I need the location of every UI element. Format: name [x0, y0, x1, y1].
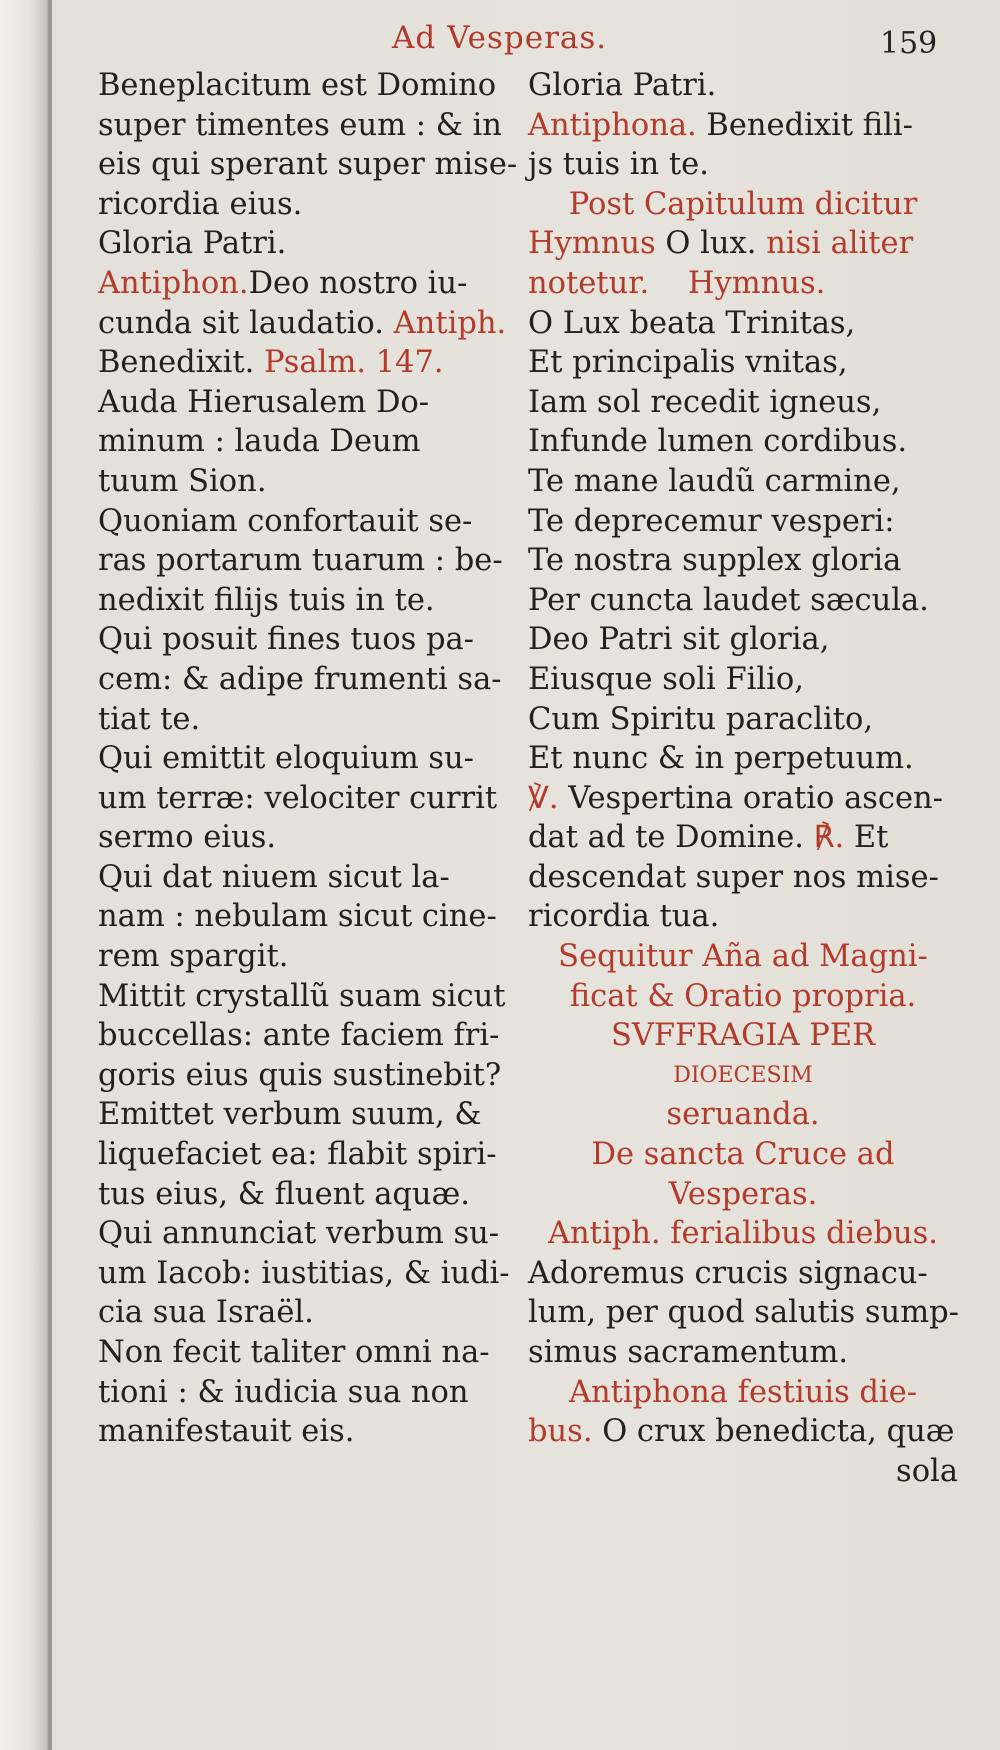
rubric-text: Psalm. 147.: [264, 345, 444, 381]
verse-text: descendat super nos mise-: [528, 859, 939, 895]
verse-text: cunda sit laudatio.: [98, 305, 394, 341]
rubric-text: Antiphon.: [98, 265, 249, 301]
right-column-line: [528, 422, 958, 462]
verse-text: Qui annunciat verbum su-: [98, 1216, 500, 1252]
verse-text: buccellas: ante faciem fri-: [98, 1018, 500, 1054]
left-column-line: [98, 620, 518, 660]
page-number: 159: [880, 26, 938, 61]
right-column-line: [528, 897, 958, 937]
right-column-line: [528, 185, 958, 225]
rubric-heading: seruanda.: [666, 1097, 820, 1133]
rubric-heading: SVFFRAGIA PER: [610, 1018, 876, 1054]
verse-text: Emittet verbum suum, &: [98, 1097, 482, 1133]
left-column-line: [98, 818, 518, 858]
right-column-line: [528, 264, 958, 304]
rubric-heading: Post Capitulum dicitur: [568, 186, 918, 222]
verse-text: um Iacob: iustitias, & iudi-: [98, 1255, 510, 1291]
right-column-line: [528, 224, 958, 264]
right-column-line: [528, 620, 958, 660]
verse-text: goris eius quis sustinebit?: [98, 1057, 502, 1093]
right-column-line: [528, 1056, 958, 1096]
left-column-line: [98, 304, 518, 344]
running-title: Ad Vesperas.: [392, 20, 608, 56]
left-column-line: [98, 106, 518, 146]
left-column-line: [98, 145, 518, 185]
right-column-line: [528, 66, 958, 106]
verse-text: Iam sol recedit igneus,: [528, 384, 882, 420]
rubric-heading: notetur. Hymnus.: [528, 265, 826, 301]
right-column-line: [528, 304, 958, 344]
left-column-line: [98, 700, 518, 740]
rubric-text: ℣.: [528, 780, 559, 816]
right-column-line: [528, 779, 958, 819]
left-column-line: [98, 462, 518, 502]
right-column-line: [528, 1095, 958, 1135]
verse-text: O crux benedicta, quæ: [592, 1414, 955, 1450]
verse-text: Deo nostro iu-: [248, 265, 468, 301]
right-column-line: [528, 1175, 958, 1215]
left-column-line: [98, 1373, 518, 1413]
left-column-line: [98, 422, 518, 462]
left-column-line: [98, 858, 518, 898]
right-column: [528, 66, 958, 1491]
left-column-line: [98, 383, 518, 423]
right-column-line: [528, 145, 958, 185]
left-column-line: [98, 1135, 518, 1175]
right-column-line: [528, 818, 958, 858]
right-column-line: [528, 1254, 958, 1294]
verse-text: manifestauit eis.: [98, 1414, 355, 1450]
verse-text: ricordia tua.: [528, 899, 720, 935]
verse-text: tus eius, & fluent aquæ.: [98, 1176, 470, 1212]
verse-text: Qui emittit eloquium su-: [98, 741, 474, 777]
verse-text: O Lux beata Trinitas,: [528, 305, 856, 341]
rubric-heading: Sequitur Aña ad Magni-: [558, 939, 928, 975]
left-column-line: [98, 1056, 518, 1096]
verse-text: nedixit filijs tuis in te.: [98, 582, 435, 618]
verse-text: Cum Spiritu paraclito,: [528, 701, 874, 737]
right-column-line: [528, 106, 958, 146]
right-column-line: [528, 581, 958, 621]
left-column-line: [98, 224, 518, 264]
verse-text: Et: [844, 820, 889, 856]
right-column-line: [528, 1333, 958, 1373]
rubric-text: bus.: [528, 1414, 593, 1450]
verse-text: eis qui sperant super mise-: [98, 147, 518, 183]
verse-text: Gloria Patri.: [528, 68, 717, 103]
right-column-line: [528, 700, 958, 740]
left-column-line: [98, 660, 518, 700]
verse-text: sola: [896, 1453, 958, 1489]
page-header: [0, 16, 1000, 62]
left-column-line: [98, 541, 518, 581]
verse-text: super timentes eum : & in: [98, 107, 502, 143]
verse-text: Adoremus crucis signacu-: [528, 1255, 928, 1291]
right-column-line: [528, 660, 958, 700]
left-column-line: [98, 1016, 518, 1056]
verse-text: Gloria Patri.: [98, 226, 287, 262]
verse-text: cem: & adipe frumenti sa-: [98, 661, 502, 697]
verse-text: Quoniam confortauit se-: [98, 503, 473, 539]
left-column-line: [98, 66, 518, 106]
verse-text: dat ad te Domine.: [528, 820, 814, 856]
verse-text: Non fecit taliter omni na-: [98, 1335, 490, 1370]
verse-text: cia sua Israël.: [98, 1295, 314, 1331]
verse-text: ras portarum tuarum : be-: [98, 543, 503, 579]
verse-text: Qui posuit fines tuos pa-: [98, 622, 474, 658]
right-column-line: [528, 977, 958, 1017]
right-column-line: [528, 739, 958, 779]
verse-text: O lux.: [665, 226, 757, 262]
verse-text: sermo eius.: [98, 820, 277, 856]
right-column-line: [528, 1373, 958, 1413]
left-column-line: [98, 581, 518, 621]
left-column-line: [98, 185, 518, 225]
verse-text: simus sacramentum.: [528, 1335, 849, 1370]
verse-text: Vespertina oratio ascen-: [558, 780, 943, 816]
right-column-line: [528, 937, 958, 977]
right-column-line: [528, 1016, 958, 1056]
left-column-line: [98, 897, 518, 937]
left-column-line: [98, 264, 518, 304]
verse-text: Benedixit fili-: [696, 107, 913, 143]
verse-text: minum : lauda Deum: [98, 424, 421, 460]
right-column-line: [528, 502, 958, 542]
verse-text: Per cuncta laudet sæcula.: [528, 582, 929, 618]
left-column: [98, 66, 518, 1452]
verse-text: ricordia eius.: [98, 186, 303, 222]
verse-text: Te mane laudũ carmine,: [528, 463, 901, 499]
rubric-text: Antiph.: [393, 305, 507, 341]
rubric-text: nisi aliter: [756, 226, 914, 262]
right-column-line: [528, 1135, 958, 1175]
verse-text: tiat te.: [98, 701, 201, 737]
right-column-line: [528, 383, 958, 423]
rubric-text: ℟.: [813, 820, 845, 856]
verse-text: Auda Hierusalem Do-: [98, 384, 430, 420]
right-column-line: [528, 1412, 958, 1452]
left-column-line: [98, 502, 518, 542]
verse-text: Beneplacitum est Domino: [98, 68, 497, 103]
right-column-line: [528, 541, 958, 581]
verse-text: Deo Patri sit gloria,: [528, 622, 830, 658]
verse-text: Te nostra supplex gloria: [528, 543, 902, 579]
left-column-line: [98, 1293, 518, 1333]
rubric-heading: Antiph. ferialibus diebus.: [548, 1216, 938, 1252]
verse-text: Qui dat niuem sicut la-: [98, 859, 450, 895]
right-column-line: [528, 343, 958, 383]
left-column-line: [98, 1254, 518, 1294]
verse-text: Te deprecemur vesperi:: [528, 503, 895, 539]
left-column-line: [98, 779, 518, 819]
verse-text: Eiusque soli Filio,: [528, 661, 804, 697]
verse-text: Et nunc & in perpetuum.: [528, 741, 914, 777]
verse-text: um terræ: velociter currit: [98, 780, 498, 816]
left-column-line: [98, 977, 518, 1017]
rubric-text: Antiphona.: [528, 107, 697, 143]
verse-text: nam : nebulam sicut cine-: [98, 899, 497, 935]
left-column-line: [98, 1412, 518, 1452]
binding-shadow: [48, 0, 52, 1750]
verse-text: js tuis in te.: [528, 147, 709, 183]
left-column-line: [98, 1175, 518, 1215]
left-column-line: [98, 1095, 518, 1135]
page-gutter: [0, 0, 48, 1750]
rubric-heading: De sancta Cruce ad: [591, 1137, 895, 1173]
verse-text: Et principalis vnitas,: [528, 345, 848, 381]
verse-text: rem spargit.: [98, 939, 289, 975]
left-column-line: [98, 1333, 518, 1373]
verse-text: Benedixit.: [98, 345, 265, 381]
right-column-line: [528, 1452, 958, 1492]
rubric-heading: DIOECESIM: [673, 1062, 813, 1088]
rubric-heading: Vesperas.: [668, 1176, 818, 1212]
rubric-heading: ficat & Oratio propria.: [569, 978, 917, 1014]
verse-text: Infunde lumen cordibus.: [528, 424, 908, 460]
left-column-line: [98, 343, 518, 383]
verse-text: tioni : & iudicia sua non: [98, 1374, 469, 1410]
right-column-line: [528, 1214, 958, 1254]
rubric-heading: Hymnus: [528, 226, 666, 262]
rubric-heading: Antiphona festiuis die-: [568, 1374, 918, 1410]
left-column-line: [98, 739, 518, 779]
verse-text: lum, per quod salutis sump-: [528, 1295, 959, 1331]
left-column-line: [98, 937, 518, 977]
left-column-line: [98, 1214, 518, 1254]
right-column-line: [528, 858, 958, 898]
verse-text: Mittit crystallũ suam sicut: [98, 978, 506, 1014]
verse-text: liquefaciet ea: flabit spiri-: [98, 1137, 497, 1173]
right-column-line: [528, 1293, 958, 1333]
verse-text: tuum Sion.: [98, 463, 267, 499]
right-column-line: [528, 462, 958, 502]
